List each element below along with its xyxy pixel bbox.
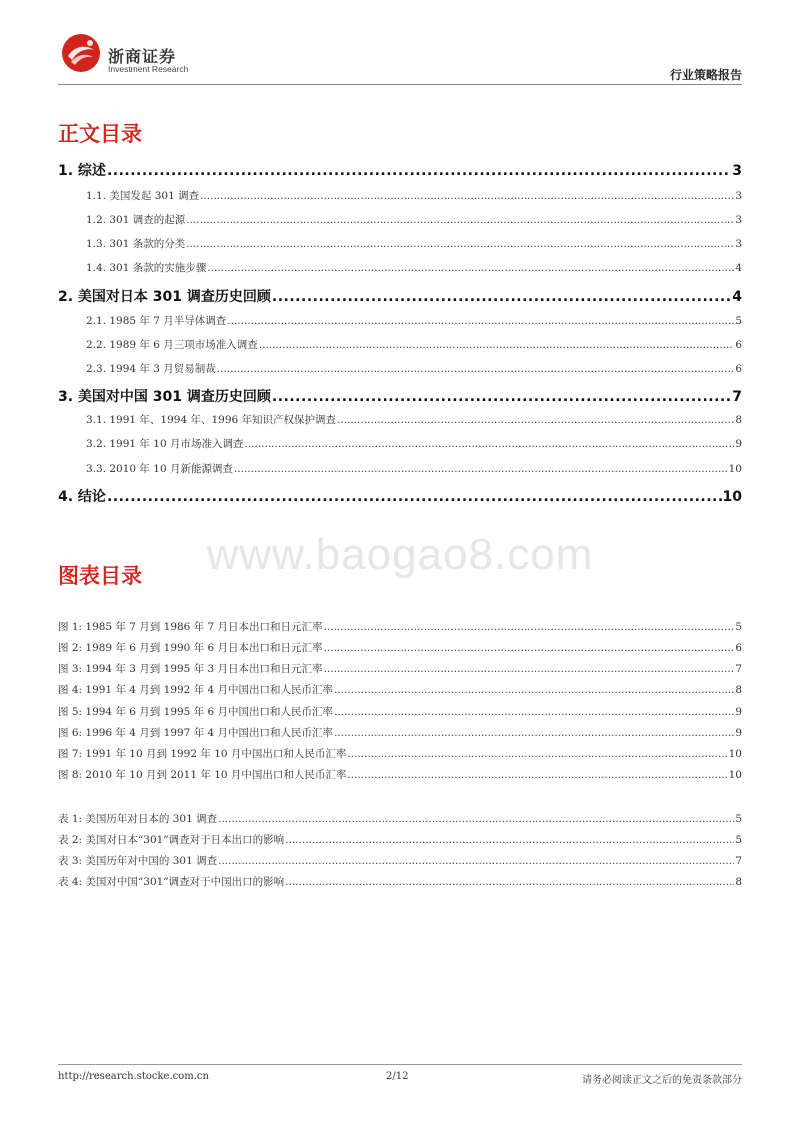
table-entry[interactable]: 表 4: 美国对中国“301”调查对于中国出口的影响 ..... 8 <box>58 874 742 889</box>
toc-entry[interactable]: 3.1. 1991 年、1994 年、1996 年知识产权保护调查 ..... 8 <box>58 412 742 427</box>
table-entry[interactable]: 表 1: 美国历年对日本的 301 调查 ..... 5 <box>58 811 742 826</box>
toc-entry[interactable]: 3.2. 1991 年 10 月市场准入调查 ..... 9 <box>58 436 742 451</box>
company-logo-icon <box>60 32 102 74</box>
footer-divider <box>58 1064 742 1065</box>
toc-entry[interactable]: 3. 美国对中国 301 调查历史回顾 ..... 7 <box>58 386 742 406</box>
page-number: 2/12 <box>386 1071 409 1082</box>
figure-entry[interactable]: 图 3: 1994 年 3 月到 1995 年 3 月日本出口和日元汇率 ..... 7 <box>58 661 742 676</box>
logo-chinese-text: 浙商证券 <box>108 47 177 66</box>
watermark: www.baogao8.com <box>206 530 594 579</box>
figure-entry[interactable]: 图 7: 1991 年 10 月到 1992 年 10 月中国出口和人民币汇率 ..... 10 <box>58 746 742 761</box>
toc-entry[interactable]: 2.2. 1989 年 6 月三项市场准入调查 ..... 6 <box>58 337 742 352</box>
toc-entry[interactable]: 1.4. 301 条款的实施步骤 ..... 4 <box>58 260 742 275</box>
table-entry[interactable]: 表 3: 美国历年对中国的 301 调查 ..... 7 <box>58 853 742 868</box>
toc-entry[interactable]: 2.1. 1985 年 7 月半导体调查 ..... 5 <box>58 313 742 328</box>
toc-entry[interactable]: 4. 结论 ..... 10 <box>58 486 742 506</box>
figure-entry[interactable]: 图 2: 1989 年 6 月到 1990 年 6 月日本出口和日元汇率 ..... 6 <box>58 640 742 655</box>
header-divider <box>58 84 742 85</box>
figure-entry[interactable]: 图 4: 1991 年 4 月到 1992 年 4 月中国出口和人民币汇率 ..... 8 <box>58 682 742 697</box>
table-entry[interactable]: 表 2: 美国对日本“301”调查对于日本出口的影响 ..... 5 <box>58 832 742 847</box>
toc-entry[interactable]: 2. 美国对日本 301 调查历史回顾 ..... 4 <box>58 286 742 306</box>
logo-english-text: Investment Research <box>108 64 189 74</box>
toc-title: 正文目录 <box>58 122 142 146</box>
figure-entry[interactable]: 图 1: 1985 年 7 月到 1986 年 7 月日本出口和日元汇率 ..... 5 <box>58 619 742 634</box>
figure-entry[interactable]: 图 5: 1994 年 6 月到 1995 年 6 月中国出口和人民币汇率 ..... 9 <box>58 704 742 719</box>
footer-url[interactable]: http://research.stocke.com.cn <box>58 1071 209 1082</box>
toc-entry[interactable]: 3.3. 2010 年 10 月新能源调查 ..... 10 <box>58 461 742 476</box>
figure-entry[interactable]: 图 6: 1996 年 4 月到 1997 年 4 月中国出口和人民币汇率 ..... 9 <box>58 725 742 740</box>
figure-entry[interactable]: 图 8: 2010 年 10 月到 2011 年 10 月中国出口和人民币汇率 ..... 10 <box>58 767 742 782</box>
toc-entry[interactable]: 1.2. 301 调查的起源 ..... 3 <box>58 212 742 227</box>
toc-entry[interactable]: 2.3. 1994 年 3 月贸易制裁 ..... 6 <box>58 361 742 376</box>
toc-entry[interactable]: 1.3. 301 条款的分类 ..... 3 <box>58 236 742 251</box>
report-type: 行业策略报告 <box>669 68 742 82</box>
disclaimer-note: 请务必阅读正文之后的免责条款部分 <box>582 1075 742 1086</box>
toc-entry[interactable]: 1. 综述 ..... 3 <box>58 160 742 180</box>
page-header <box>0 0 800 84</box>
figures-title: 图表目录 <box>58 564 142 588</box>
toc-entry[interactable]: 1.1. 美国发起 301 调查 ..... 3 <box>58 188 742 203</box>
